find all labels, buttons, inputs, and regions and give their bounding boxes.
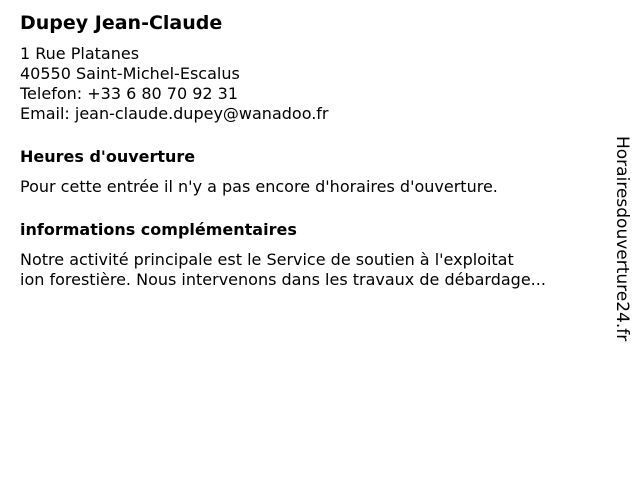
additional-info-text [20,250,600,290]
address-city: 40550 Saint-Michel-Escalus [20,64,240,83]
additional-info-line-2: ion forestière. Nous intervenons dans les travaux de débardage... [20,270,546,289]
opening-hours-title: Heures d'ouverture [20,147,196,166]
phone-number: Telefon: +33 6 80 70 92 31 [20,84,239,103]
additional-info-title: informations complémentaires [20,220,297,239]
contact-card [20,10,600,290]
site-watermark [610,136,634,348]
opening-hours-text: Pour cette entrée il n'y a pas encore d'horaires d'ouverture. [20,177,498,196]
site-watermark-text: Horairesdouverture24.fr [612,136,632,342]
email-address: Email: jean-claude.dupey@wanadoo.fr [20,104,329,123]
additional-info-line-1: Notre activité principale est le Service de soutien à l'exploitat [20,250,514,269]
address-street: 1 Rue Platanes [20,44,140,63]
contact-name: Dupey Jean-Claude [20,12,223,34]
